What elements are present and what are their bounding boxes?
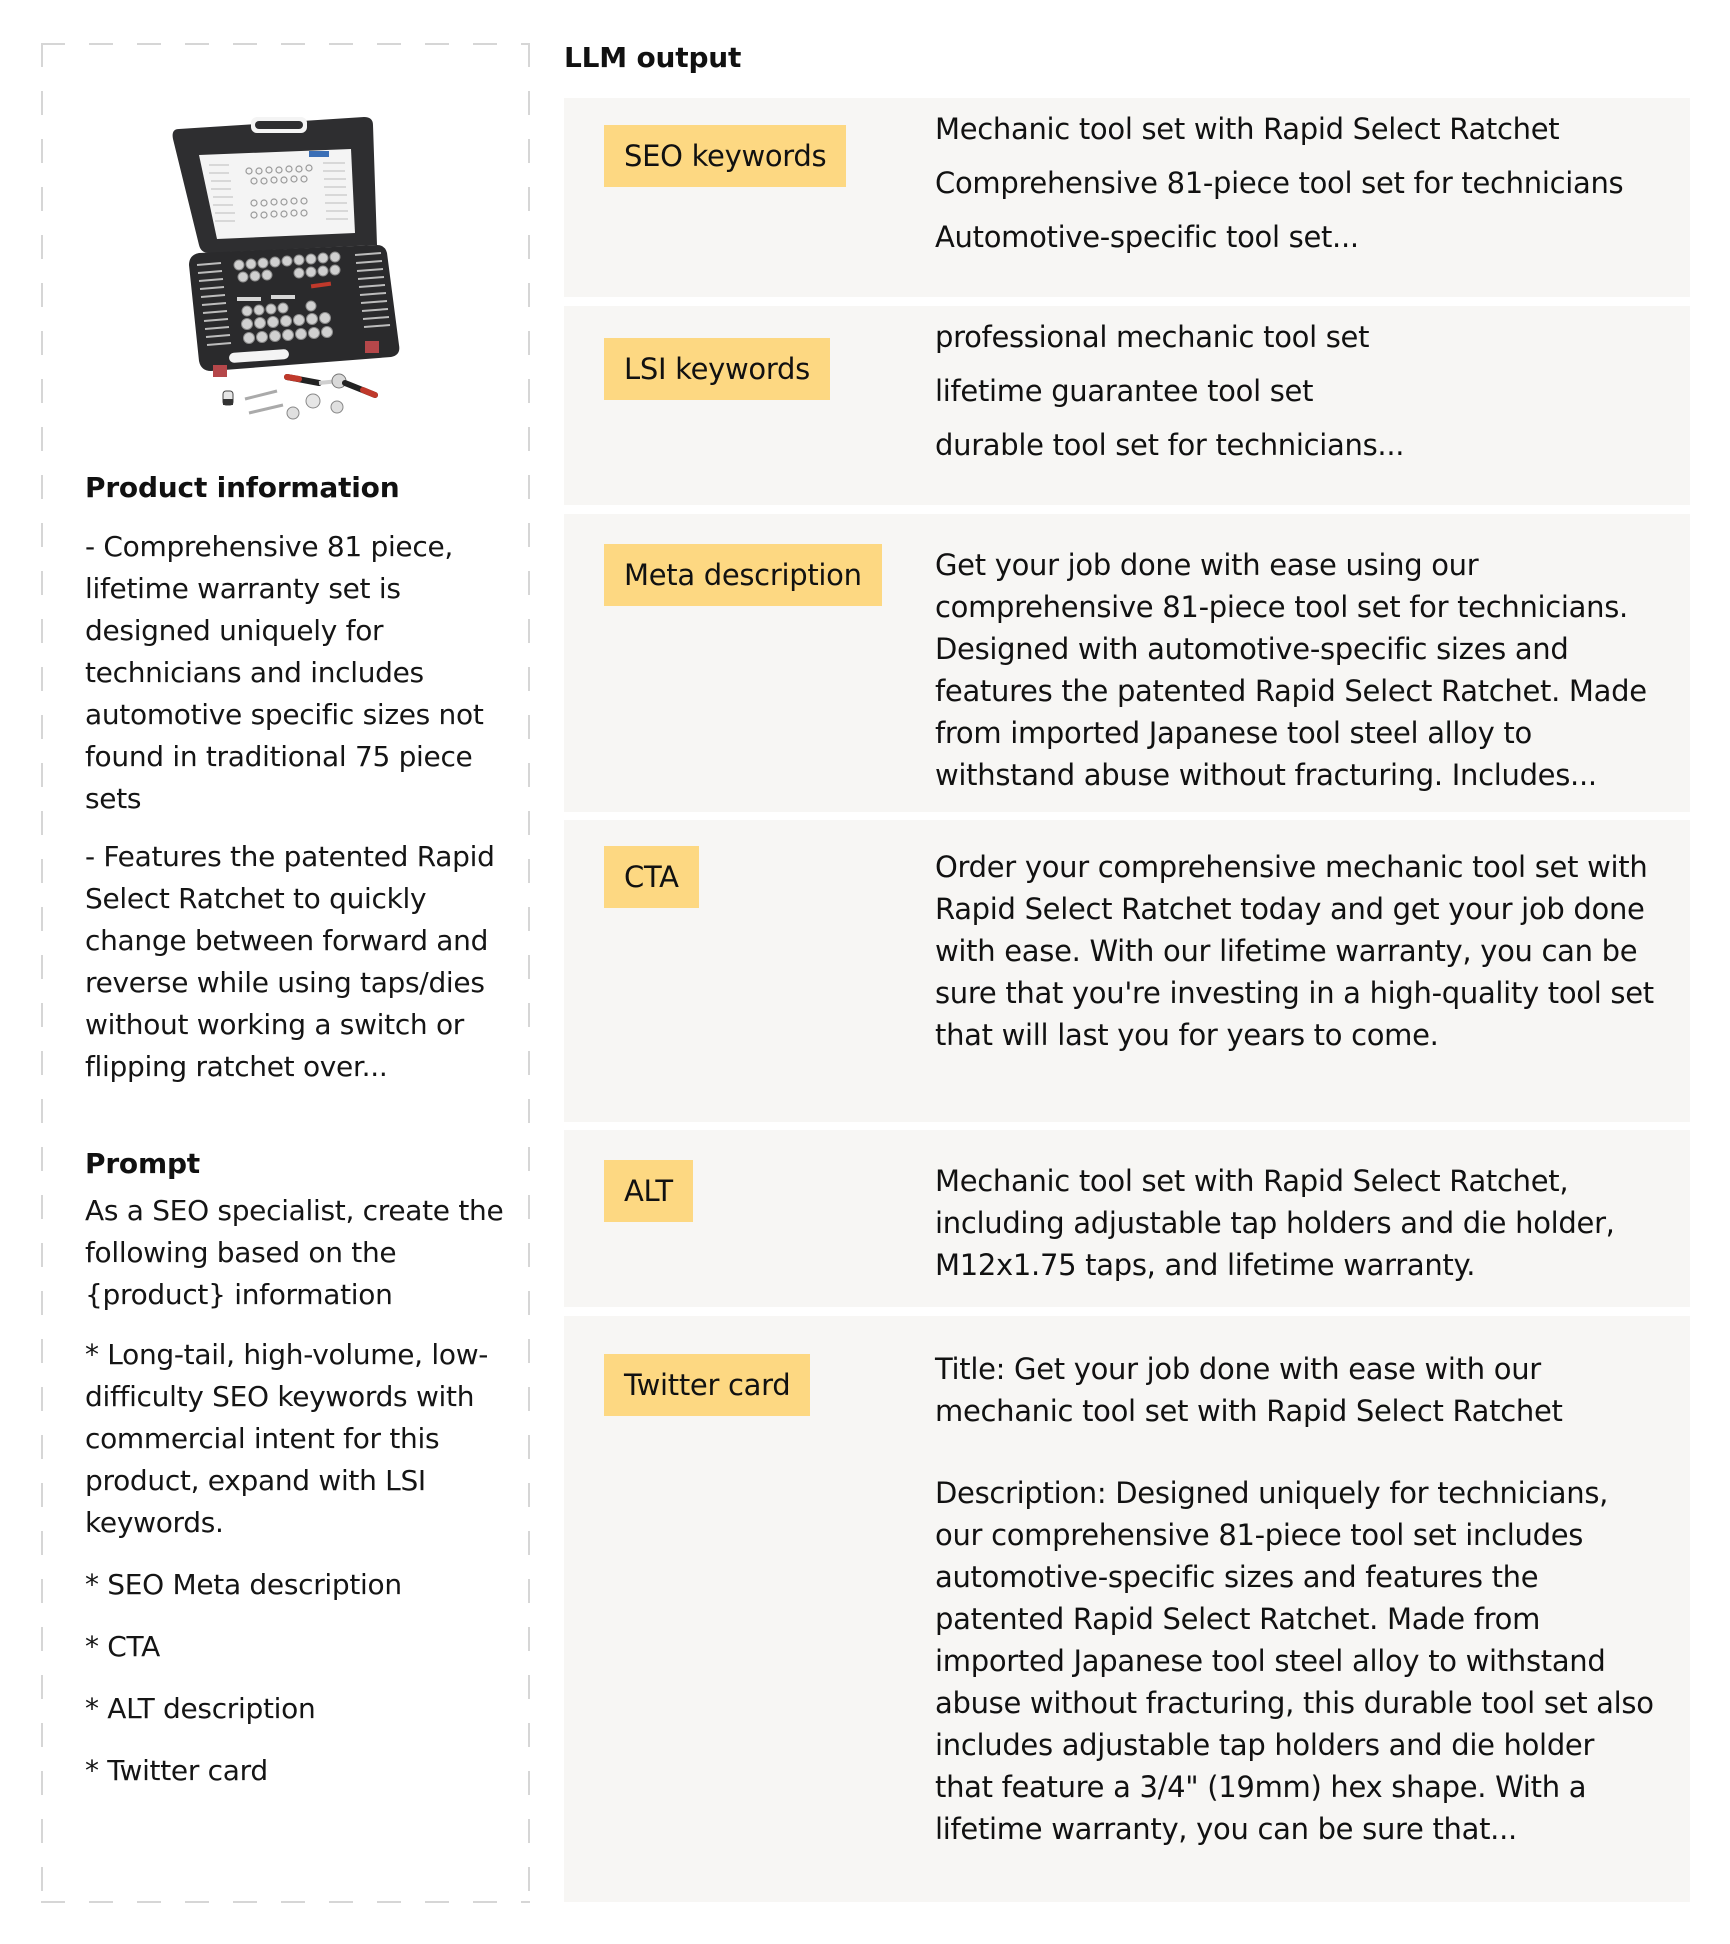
output-paragraph: Order your comprehensive mechanic tool set with Rapid Select Ratchet today and get your job done with ease. With our lifetime warranty, you can be sure that you're investing in a high-quality tool set that will last you for years to come. <box>935 850 1654 1052</box>
output-card-lsi-keywords <box>564 306 1690 505</box>
keyword-line: Comprehensive 81-piece tool set for technicians <box>935 166 1624 200</box>
left-content <box>85 468 505 1792</box>
output-label: Twitter card <box>604 1354 810 1416</box>
product-info-paragraph: - Comprehensive 81 piece, lifetime warranty set is designed uniquely for technicians and includes automotive specific sizes not found in traditional 75 piece sets <box>85 530 484 815</box>
prompt-item: * ALT description <box>85 1692 316 1725</box>
prompt-item: * SEO Meta description <box>85 1568 402 1601</box>
output-card-seo-keywords <box>564 98 1690 297</box>
output-label: CTA <box>604 846 699 908</box>
product-image <box>159 115 407 437</box>
prompt-item: * Long-tail, high-volume, low-difficulty SEO keywords with commercial intent for this product, expand with LSI keywords. <box>85 1338 489 1539</box>
output-label: SEO keywords <box>604 125 846 187</box>
keyword-line: durable tool set for technicians... <box>935 428 1405 462</box>
keyword-line: Mechanic tool set with Rapid Select Ratchet <box>935 112 1560 146</box>
output-label: LSI keywords <box>604 338 830 400</box>
output-text <box>935 1348 1655 1850</box>
output-label: ALT <box>604 1160 693 1222</box>
output-paragraph: Mechanic tool set with Rapid Select Ratchet, including adjustable tap holders and die holder, M12x1.75 taps, and lifetime warranty. <box>935 1164 1615 1282</box>
output-label: Meta description <box>604 544 882 606</box>
output-text <box>935 846 1655 1056</box>
output-card-cta <box>564 820 1690 1122</box>
prompt-item: * CTA <box>85 1630 161 1663</box>
input-panel <box>41 43 530 1903</box>
product-info-heading: Product information <box>85 471 400 504</box>
prompt-intro: As a SEO specialist, create the following based on the {product} information <box>85 1194 504 1311</box>
twitter-title: Title: Get your job done with ease with our mechanic tool set with Rapid Select Ratchet <box>935 1352 1563 1428</box>
keyword-line: professional mechanic tool set <box>935 320 1370 354</box>
output-text <box>935 1160 1655 1286</box>
output-card-alt <box>564 1130 1690 1307</box>
keyword-line: lifetime guarantee tool set <box>935 374 1314 408</box>
output-text <box>935 544 1655 796</box>
output-paragraph: Get your job done with ease using our comprehensive 81-piece tool set for technicians. Designed with automotive-specific sizes and features the patented Rapid Select Ratchet. Made from imported Japanese tool steel alloy to withstand abuse without fracturing. Includes... <box>935 548 1647 792</box>
prompt-heading: Prompt <box>85 1147 200 1180</box>
llm-output-title: LLM output <box>564 41 742 74</box>
output-text <box>935 310 1655 472</box>
keyword-line: Automotive-specific tool set... <box>935 220 1359 254</box>
product-info-paragraph: - Features the patented Rapid Select Ratchet to quickly change between forward and reverse while using taps/dies without working a switch or flipping ratchet over... <box>85 840 495 1083</box>
prompt-item: * Twitter card <box>85 1754 268 1787</box>
output-text <box>935 102 1655 264</box>
output-card-meta-description <box>564 514 1690 812</box>
twitter-description: Description: Designed uniquely for technicians, our comprehensive 81-piece tool set includes automotive-specific sizes and features the patented Rapid Select Ratchet. Made from imported Japanese tool steel alloy to withstand abuse without fracturing, this durable tool set also includes adjustable tap holders and die holder that feature a 3/4" (19mm) hex shape. With a lifetime warranty, you can be sure that... <box>935 1476 1654 1846</box>
output-card-twitter-card <box>564 1316 1690 1902</box>
